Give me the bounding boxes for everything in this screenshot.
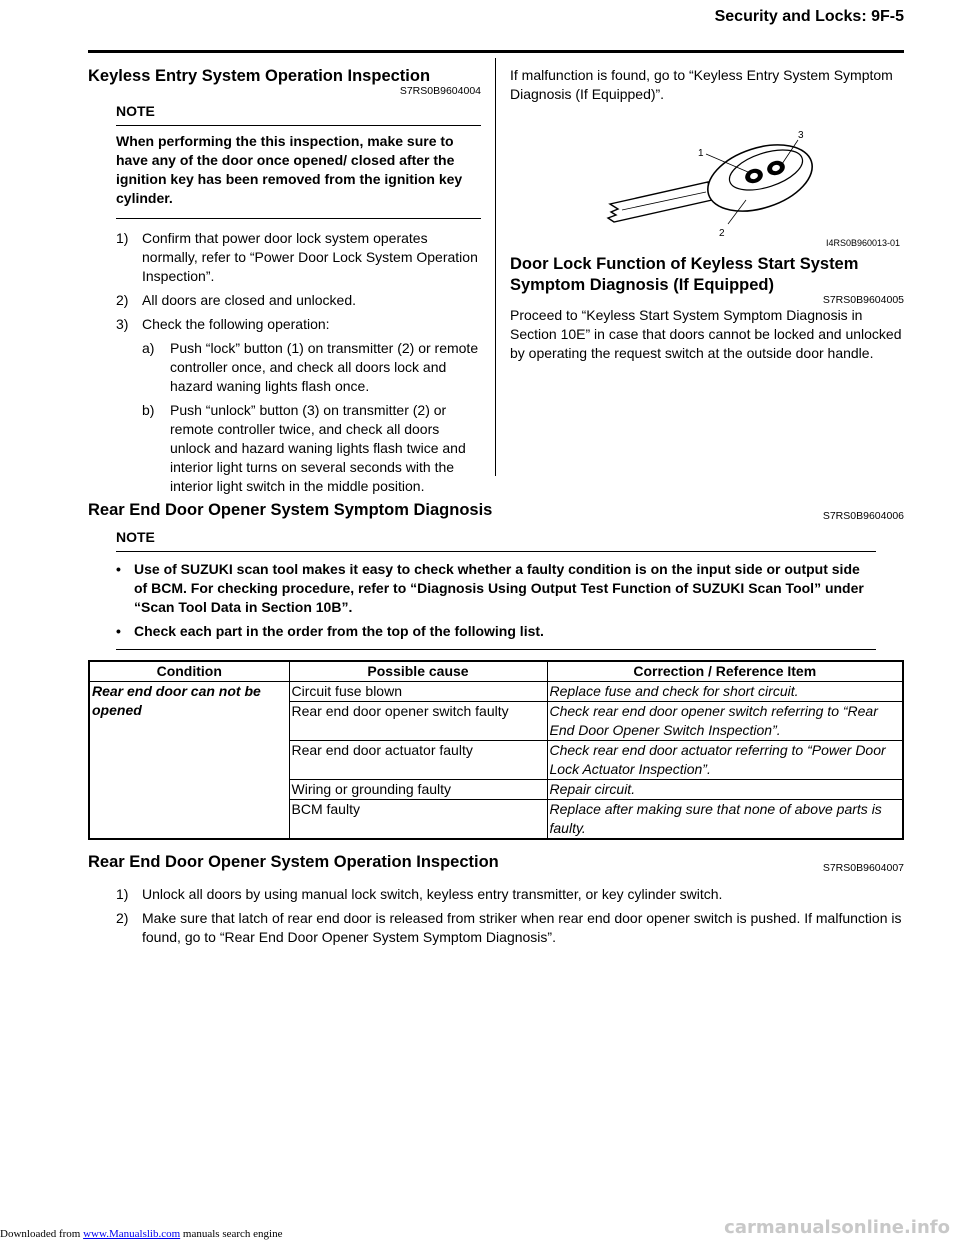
header-rule (88, 50, 904, 53)
correction-cell: Replace fuse and check for short circuit. (547, 682, 903, 702)
keyless-step (116, 229, 481, 286)
right-column (510, 66, 904, 363)
step-number: 1) (116, 230, 129, 246)
substep-text: Push “lock” button (1) on transmitter (2) or remote controller once, and check all doors lock and hazard waning lights flash once. (170, 340, 479, 394)
step-text: Check the following operation: (142, 316, 330, 332)
keyless-substeps (142, 339, 481, 496)
header-possible-cause: Possible cause (289, 661, 547, 682)
keyless-steps (116, 229, 481, 496)
footer-prefix: Downloaded from (0, 1228, 84, 1240)
malfunction-text: If malfunction is found, go to “Keyless Entry System Symptom Diagnosis (If Equipped)”. (510, 67, 893, 102)
keyless-inspection-code: S7RS0B9604004 (399, 85, 481, 97)
step-number: 2) (116, 910, 129, 926)
keyless-note-text: When performing the this inspection, make sure to have any of the door once opened/ closed after the ignition key has been removed from the ignition key cylinder. (116, 133, 463, 206)
correction-cell: Replace after making sure that none of above parts is faulty. (547, 800, 903, 840)
transmitter-key-illustration (510, 104, 904, 254)
step-text: All doors are closed and unlocked. (142, 292, 357, 308)
keyless-substep (142, 401, 481, 496)
step-number: 3) (116, 316, 129, 332)
correction-cell: Check rear end door opener switch referring to “Rear End Door Opener Switch Inspection”. (547, 702, 903, 741)
keyless-step (116, 315, 481, 334)
rear-step (116, 885, 904, 904)
rear-inspection-section (88, 852, 904, 952)
rear-note-box (116, 551, 876, 650)
callout-2: 2 (719, 228, 725, 239)
rear-inspection-title-text: Rear End Door Opener System Operation Inspection (88, 853, 499, 871)
cause-cell: Rear end door actuator faulty (289, 741, 547, 780)
diagnosis-table (88, 660, 904, 840)
correction-cell: Check rear end door actuator referring to “Power Door Lock Actuator Inspection”. (547, 741, 903, 780)
rear-diagnosis-title (88, 500, 904, 521)
step-text: Confirm that power door lock system operates normally, refer to “Power Door Lock System Operation Inspection”. (142, 230, 478, 284)
door-lock-function-code: S7RS0B9604005 (822, 294, 904, 306)
rear-note-label: NOTE (116, 529, 155, 545)
substep-text: Push “unlock” button (3) on transmitter (2) or remote controller twice, and check all doors unlock and hazard waning lights flash twice and interior light turns on several seconds with the interior light switch in the middle position. (170, 402, 466, 494)
footer-suffix: manuals search engine (180, 1228, 283, 1240)
rear-diagnosis-note (116, 529, 876, 650)
page-header-title: Security and Locks: 9F-5 (714, 8, 904, 25)
cause-cell: Wiring or grounding faulty (289, 780, 547, 800)
door-lock-function-title: Door Lock Function of Keyless Start System Symptom Diagnosis (If Equipped) (510, 255, 859, 294)
left-column (88, 66, 481, 501)
rear-diagnosis-code: S7RS0B9604006 (822, 510, 904, 522)
condition-cell: Rear end door can not be opened (92, 683, 261, 718)
note-bullet: • Use of SUZUKI scan tool makes it easy to check whether a faulty condition is on the input side or output side of BCM. For checking procedure, refer to “Diagnosis Using Output Test Function of SUZUKI Scan Tool” under “Scan Tool Data in Section 10B”. (116, 560, 876, 617)
cause-cell: Circuit fuse blown (289, 682, 547, 702)
keyless-note-label: NOTE (116, 103, 155, 119)
column-divider (495, 58, 496, 476)
correction-cell: Repair circuit. (547, 780, 903, 800)
step-number: 2) (116, 292, 129, 308)
rear-inspection-steps (116, 885, 904, 947)
callout-3: 3 (798, 130, 804, 141)
header-correction: Correction / Reference Item (547, 661, 903, 682)
keyless-inspection-title-text: Keyless Entry System Operation Inspection (88, 67, 431, 85)
cause-cell: BCM faulty (289, 800, 547, 840)
keyless-note-box (116, 125, 481, 219)
keyless-step (116, 291, 481, 310)
callout-1: 1 (698, 148, 704, 159)
manualslib-link[interactable]: www.Manualslib.com (83, 1228, 181, 1240)
watermark: carmanualsonline.info (724, 1217, 950, 1238)
note-bullet-text: Use of SUZUKI scan tool makes it easy to check whether a faulty condition is on the input side or output side of BCM. For checking procedure, refer to “Diagnosis Using Output Test Function of SUZUKI Scan Tool” under “Scan Tool Data in Section 10B”. (134, 561, 864, 615)
rear-diagnosis-title-text: Rear End Door Opener System Symptom Diagnosis (88, 501, 493, 519)
rear-inspection-title (88, 852, 904, 873)
rear-diagnosis-section (88, 500, 904, 650)
step-number: 1) (116, 886, 129, 902)
keyless-substep (142, 339, 481, 396)
keyless-inspection-title (88, 66, 481, 87)
note-bullet: • Check each part in the order from the top of the following list. (116, 623, 544, 639)
rear-step (116, 909, 904, 947)
substep-letter: b) (142, 402, 155, 418)
rear-inspection-code: S7RS0B9604007 (822, 862, 904, 874)
table-row (89, 682, 903, 702)
step-text: Make sure that latch of rear end door is released from striker when rear end door opener switch is pushed. If malfunction is found, go to “Rear End Door Opener System Symptom Diagnosis”. (142, 910, 902, 945)
download-footer (0, 1228, 282, 1240)
figure-code: I4RS0B960013-01 (825, 238, 900, 248)
door-lock-function-text: Proceed to “Keyless Start System Symptom Diagnosis in Section 10E” in case that doors cannot be locked and unlocked by operating the request switch at the outside door handle. (510, 307, 902, 361)
step-text: Unlock all doors by using manual lock switch, keyless entry transmitter, or key cylinder switch. (142, 886, 723, 902)
substep-letter: a) (142, 340, 155, 356)
table-header-row (89, 661, 903, 682)
header-condition: Condition (89, 661, 289, 682)
transmitter-figure (510, 104, 904, 254)
cause-cell: Rear end door opener switch faulty (289, 702, 547, 741)
note-bullet-text: Check each part in the order from the top of the following list. (134, 623, 544, 639)
